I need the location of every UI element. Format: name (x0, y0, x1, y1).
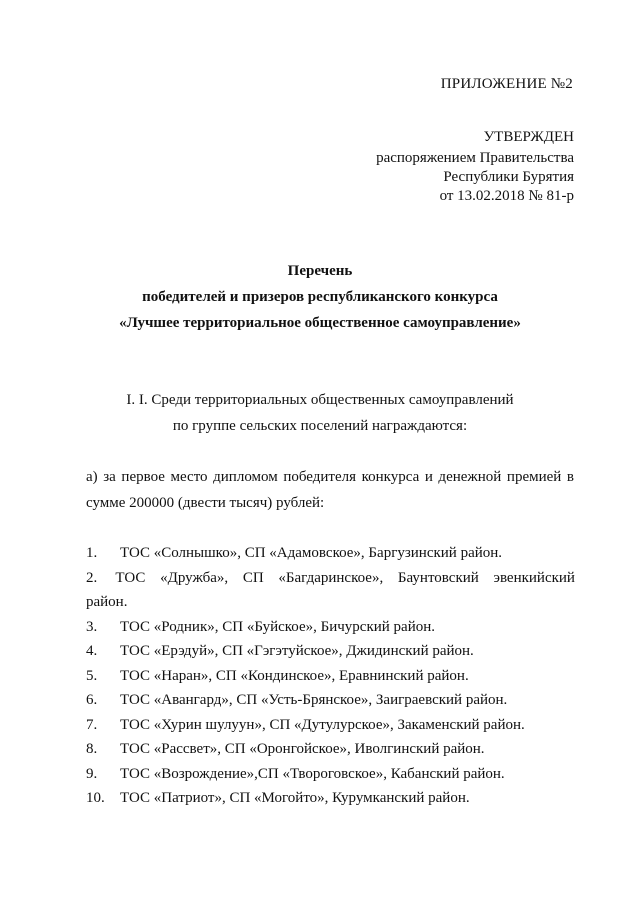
appendix-label: ПРИЛОЖЕНИЕ №2 (440, 76, 573, 92)
title-line-2: победителей и призеров республиканского конкурса (142, 289, 498, 305)
list-item (86, 713, 575, 738)
list-item-word: СП (242, 569, 264, 586)
approved-date: от 13.02.2018 № 81-р (439, 188, 574, 204)
list-item-text: ТОС «Возрождение»,СП «Твороговское», Кабанский район. (120, 765, 505, 782)
list-item-text: ТОС «Рассвет», СП «Оронгойское», Иволгинский район. (120, 741, 485, 757)
approved-by-line-2: Республики Бурятия (443, 169, 574, 185)
title-line-1: Перечень (287, 263, 353, 279)
award-intro-paragraph: а) за первое место дипломом победителя конкурса и денежной премией в сумме 200000 (двести тысяч) рублей: (86, 469, 574, 511)
list-item (86, 541, 575, 566)
list-item-justified-line (86, 566, 575, 591)
list-item-word: Баунтовский (397, 569, 479, 586)
document-title (0, 258, 640, 336)
winners-list (86, 541, 575, 811)
title-line-3: «Лучшее территориальное общественное самоуправление» (119, 315, 521, 331)
list-item-number: 10. (86, 790, 105, 806)
list-item-number: 3. (86, 618, 98, 635)
list-item (86, 664, 575, 689)
list-item-text: ТОС «Хурин шулуун», СП «Дутулурское», Закаменский район. (120, 716, 525, 733)
list-item-continuation: район. (86, 594, 128, 610)
list-item (86, 615, 575, 640)
section-line-2: по группе сельских поселений награждаются: (172, 418, 468, 434)
approved-by-line-1: распоряжением Правительства (376, 150, 574, 166)
list-item-number: 5. (86, 667, 98, 684)
list-item-text: ТОС «Ерэдуй», СП «Гэгэтуйское», Джидинский район. (120, 643, 474, 659)
list-item-number: 4. (86, 643, 98, 659)
list-item (86, 639, 575, 664)
list-item-text: ТОС «Патриот», СП «Могойто», Курумканский район. (120, 790, 470, 806)
list-item-word: ТОС (115, 569, 146, 586)
list-item-text: ТОС «Авангард», СП «Усть-Брянское», Заиграевский район. (120, 692, 508, 708)
approved-heading: УТВЕРЖДЕН (483, 129, 574, 145)
list-item-word: «Дружба», (160, 569, 229, 586)
list-item-number: 9. (86, 765, 98, 782)
list-item-text: ТОС «Солнышко», СП «Адамовское», Баргузинский район. (120, 545, 503, 561)
list-item (86, 566, 575, 615)
list-item (86, 762, 575, 787)
list-item-number: 6. (86, 692, 98, 708)
list-item (86, 786, 575, 811)
list-item-number: 2. (86, 569, 98, 586)
list-item (86, 737, 575, 762)
list-item-word: эвенкийский (493, 569, 575, 586)
list-item-number: 1. (86, 545, 98, 561)
section-line-1: I. I. Среди территориальных общественных самоуправлений (126, 392, 514, 408)
section-heading (0, 387, 640, 439)
list-item-number: 8. (86, 741, 98, 757)
list-item-word: «Багдаринское», (278, 569, 384, 586)
list-item (86, 688, 575, 713)
list-item-text: ТОС «Родник», СП «Буйское», Бичурский район. (120, 618, 436, 635)
list-item-text: ТОС «Наран», СП «Кондинское», Еравнинский район. (120, 667, 469, 684)
list-item-number: 7. (86, 716, 98, 733)
approval-block (376, 128, 574, 206)
